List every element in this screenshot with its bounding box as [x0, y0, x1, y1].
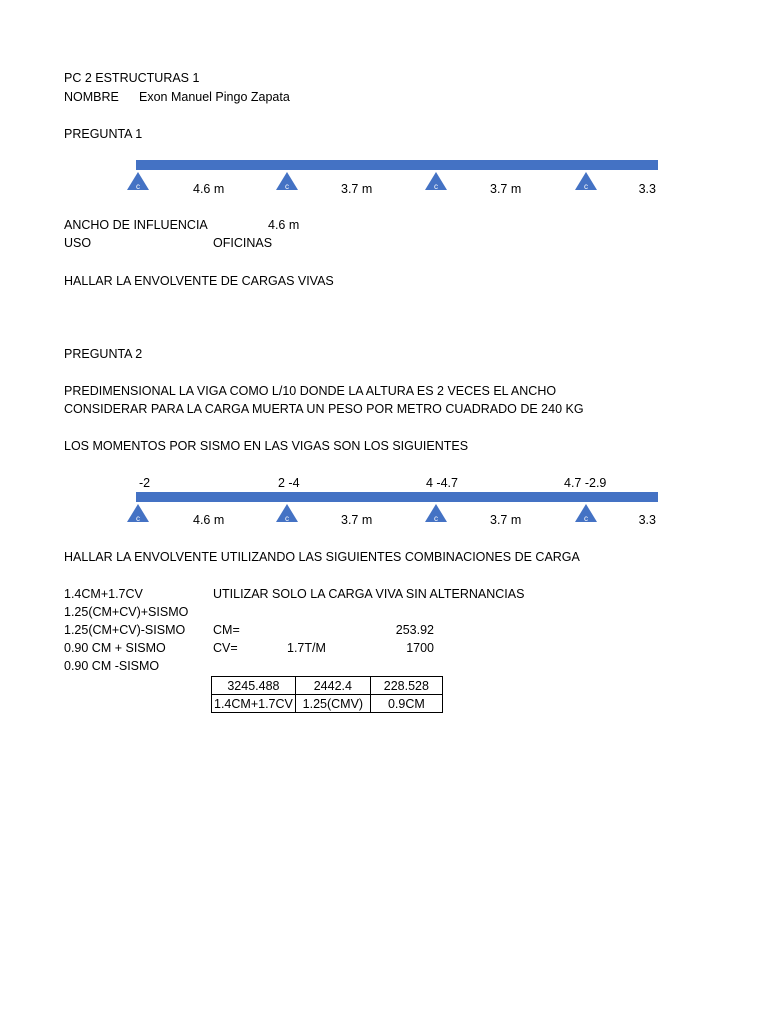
beam-diagram-2: [136, 492, 658, 502]
name-value: Exon Manuel Pingo Zapata: [139, 90, 290, 104]
svg-text:c: c: [136, 182, 140, 191]
question-2-line: LOS MOMENTOS POR SISMO EN LAS VIGAS SON LOS SIGUIENTES: [64, 439, 469, 453]
uso-label: USO: [64, 236, 92, 250]
moment-label: 4.7 -2.9: [564, 476, 607, 490]
table-cell: 2442.4: [295, 677, 370, 695]
triangle-support-icon: [425, 172, 447, 190]
ancho-value: 4.6 m: [268, 218, 300, 232]
beam-diagram-1: [136, 160, 658, 170]
span-label: 3.3: [638, 182, 656, 196]
table-cell: 0.9CM: [370, 695, 442, 713]
table-row: [212, 677, 443, 695]
cm-label: CM=: [213, 623, 240, 637]
span-label: 4.6 m: [193, 182, 225, 196]
svg-text:c: c: [584, 514, 588, 523]
span-label: 3.7 m: [490, 182, 522, 196]
triangle-support-icon: [425, 504, 447, 522]
load-combination: 1.25(CM+CV)+SISMO: [64, 605, 189, 619]
load-combination: 0.90 CM + SISMO: [64, 641, 166, 655]
triangle-support-icon: [575, 504, 597, 522]
uso-value: OFICINAS: [213, 236, 273, 250]
table-row: [212, 695, 443, 713]
moment-label: 4 -4.7: [426, 476, 458, 490]
table-cell: 1.25(CMV): [295, 695, 370, 713]
span-label: 4.6 m: [193, 513, 225, 527]
moment-label: -2: [139, 476, 151, 490]
span-label: 3.7 m: [341, 182, 373, 196]
cv-label: CV=: [213, 641, 238, 655]
svg-text:c: c: [136, 514, 140, 523]
svg-text:c: c: [285, 182, 289, 191]
question-2-line: CONSIDERAR PARA LA CARGA MUERTA UN PESO POR METRO CUADRADO DE 240 KG: [64, 402, 584, 416]
load-combination: 1.4CM+1.7CV: [64, 587, 143, 601]
cv-mid-value: 1.7T/M: [287, 641, 326, 655]
question-1-task: HALLAR LA ENVOLVENTE DE CARGAS VIVAS: [64, 274, 334, 288]
triangle-support-icon: [127, 504, 149, 522]
triangle-support-icon: [575, 172, 597, 190]
svg-text:c: c: [434, 182, 438, 191]
document-title: PC 2 ESTRUCTURAS 1: [64, 71, 200, 85]
triangle-support-icon: [276, 504, 298, 522]
question-2-task: HALLAR LA ENVOLVENTE UTILIZANDO LAS SIGUIENTES COMBINACIONES DE CARGA: [64, 550, 580, 564]
triangle-support-icon: [276, 172, 298, 190]
table-cell: 228.528: [370, 677, 442, 695]
span-label: 3.7 m: [490, 513, 522, 527]
live-load-note: UTILIZAR SOLO LA CARGA VIVA SIN ALTERNANCIAS: [213, 587, 525, 601]
svg-text:c: c: [584, 182, 588, 191]
cv-value: 1700: [406, 641, 434, 655]
question-2-heading: PREGUNTA 2: [64, 347, 143, 361]
table-cell: 3245.488: [212, 677, 296, 695]
svg-text:c: c: [434, 514, 438, 523]
question-2-line: PREDIMENSIONAL LA VIGA COMO L/10 DONDE LA ALTURA ES 2 VECES EL ANCHO: [64, 384, 557, 398]
load-combination: 1.25(CM+CV)-SISMO: [64, 623, 186, 637]
question-1-heading: PREGUNTA 1: [64, 127, 143, 141]
load-combination: 0.90 CM -SISMO: [64, 659, 160, 673]
moment-label: 2 -4: [278, 476, 300, 490]
table-cell: 1.4CM+1.7CV: [212, 695, 296, 713]
triangle-support-icon: [127, 172, 149, 190]
results-table: [211, 676, 443, 713]
span-label: 3.7 m: [341, 513, 373, 527]
cm-value: 253.92: [395, 623, 434, 637]
name-label: NOMBRE: [64, 90, 119, 104]
svg-text:c: c: [285, 514, 289, 523]
span-label: 3.3: [638, 513, 656, 527]
ancho-label: ANCHO DE INFLUENCIA: [64, 218, 208, 232]
